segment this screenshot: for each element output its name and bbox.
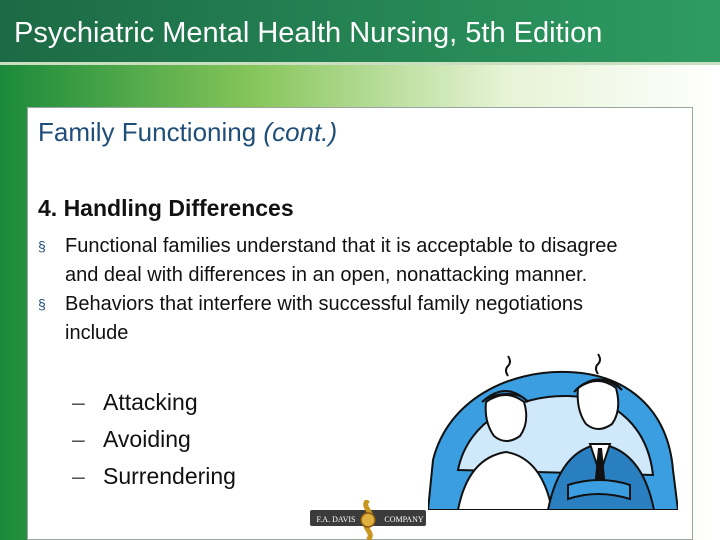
dash-icon: – — [72, 426, 85, 452]
bullet-square-icon: § — [38, 238, 46, 254]
fa-davis-logo — [310, 500, 426, 540]
slide-heading — [38, 117, 337, 148]
arguing-couple-clipart — [428, 350, 678, 510]
content-panel — [27, 107, 693, 540]
logo-left-text: F.A. DAVIS — [316, 515, 356, 524]
sub-bullet-item — [72, 384, 236, 421]
heading-suffix: (cont.) — [263, 117, 338, 147]
bullet-list — [38, 232, 648, 348]
sub-bullet-item — [72, 421, 236, 458]
bullet-item — [38, 232, 648, 290]
logo-right-text: COMPANY — [384, 515, 424, 524]
section-subheading: 4. Handling Differences — [38, 195, 294, 221]
bullet-text: Functional families understand that it is acceptable to disagree and deal with differences in an open, nonattacking manner. — [65, 235, 618, 286]
bullet-square-icon: § — [38, 296, 46, 312]
sub-bullet-item — [72, 458, 236, 495]
sub-bullet-text: Surrendering — [103, 463, 236, 489]
slide-title-bar — [0, 0, 720, 65]
dash-icon: – — [72, 463, 85, 489]
bullet-text: Behaviors that interfere with successful family negotiations include — [65, 293, 584, 344]
bullet-item — [38, 290, 648, 348]
dash-icon: – — [72, 389, 85, 415]
sub-bullet-text: Attacking — [103, 389, 198, 415]
sub-bullet-text: Avoiding — [103, 426, 191, 452]
slide-series-title: Psychiatric Mental Health Nursing, 5th Edition — [14, 17, 603, 49]
sub-bullet-list — [72, 384, 236, 495]
heading-main: Family Functioning — [38, 117, 264, 147]
